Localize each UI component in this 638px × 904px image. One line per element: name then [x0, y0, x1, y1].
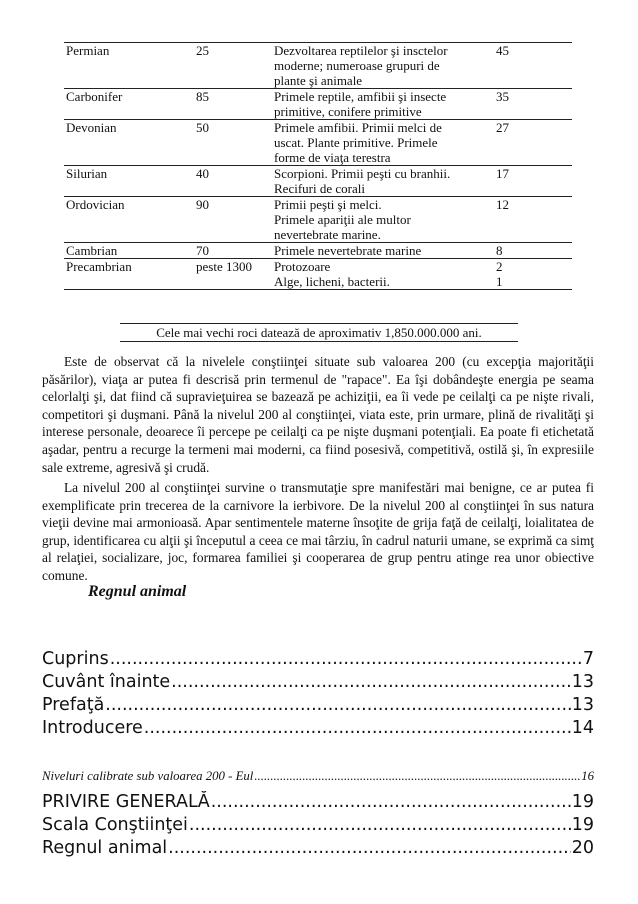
number-cell — [490, 120, 556, 165]
toc-page-number: 19 — [571, 815, 594, 835]
era-cell: Silurian — [66, 166, 108, 181]
toc-label: Scala Conştiinţei — [42, 815, 188, 835]
table-row — [64, 243, 572, 259]
number-cell — [490, 259, 556, 289]
number-cell — [490, 166, 556, 196]
description-cell — [274, 259, 490, 289]
toc-leader-dots — [189, 814, 571, 837]
number-value: 27 — [496, 120, 509, 135]
toc-leader-dots — [144, 717, 571, 740]
era-cell: Cambrian — [66, 243, 118, 258]
toc-entry[interactable] — [42, 767, 594, 785]
description-line: uscat. Plante primitive. Primele — [274, 135, 438, 150]
toc-label: Cuvânt înainte — [42, 672, 171, 692]
number-value: 1 — [496, 274, 503, 289]
table-row — [64, 197, 572, 243]
description-cell — [274, 243, 490, 258]
duration-cell: 50 — [196, 120, 209, 135]
table-row — [64, 259, 572, 290]
era-cell: Permian — [66, 43, 110, 58]
section-title: Regnul animal — [88, 583, 187, 600]
description-line: moderne; numeroase grupuri de — [274, 58, 440, 73]
toc-page-number: 20 — [571, 838, 594, 858]
description-line: Protozoare — [274, 259, 331, 274]
description-cell — [274, 166, 490, 196]
description-line: Scorpioni. Primii peşti cu branhii. — [274, 166, 451, 181]
toc-page-number: 16 — [581, 769, 594, 783]
toc-entry[interactable] — [42, 814, 594, 837]
description-cell — [274, 197, 490, 242]
number-value: 8 — [496, 243, 503, 258]
description-line: Primii peşti şi melci. — [274, 197, 382, 212]
toc-label: Cuprins — [42, 649, 109, 669]
description-line: forme de viaţa terestra — [274, 150, 391, 165]
toc-entry[interactable] — [42, 694, 594, 717]
number-cell — [490, 243, 556, 258]
toc-label: Regnul animal — [42, 838, 168, 858]
toc-entry[interactable] — [42, 791, 594, 814]
number-value: 45 — [496, 43, 509, 58]
description-line: Primele apariţii ale multor — [274, 212, 411, 227]
table-row — [64, 89, 572, 120]
description-cell — [274, 89, 490, 119]
paragraph-rapace: Este de observat că la nivelele conştiinţei situate sub valoarea 200 (cu excepţia majorităţii păsărilor), viaţa ar putea fi descrisă prin termenul de "rapace". Ea îşi dobândeşte energia pe seama celorlalţi şi, dat fiind că supravieţuirea se bazează pe achiziţii, ea îi vede pe ceilalţi ca pe nişte rivali, competitori şi duşmani. Până la nivelul 200 al conştiinţei, viata este, prin urmare, plină de rivalităţi şi interese personale, deoarece îi percepe pe ceilalţi ca pe nişte duşmani potenţiali. Ea poate fi etichetată aşadar, pentru a recurge la termeni mai moderni, ca fiind posesivă, competitivă, ostilă şi, în expresiile sale extreme, agresivă şi crudă. — [42, 354, 594, 475]
toc-leader-dots — [211, 791, 571, 814]
number-cell — [490, 197, 556, 242]
era-cell: Devonian — [66, 120, 117, 135]
description-line: primitive, conifere primitive — [274, 104, 422, 119]
duration-cell: 40 — [196, 166, 209, 181]
description-line: Alge, licheni, bacterii. — [274, 274, 390, 289]
toc-leader-dots — [254, 767, 580, 785]
description-cell — [274, 120, 490, 165]
toc-entry[interactable] — [42, 837, 594, 860]
toc-page-number: 13 — [571, 695, 594, 715]
geological-table — [64, 42, 572, 290]
duration-cell: 85 — [196, 89, 209, 104]
description-line: nevertebrate marine. — [274, 227, 381, 242]
number-value: 17 — [496, 166, 509, 181]
toc-leader-dots — [171, 671, 571, 694]
era-cell: Carbonifer — [66, 89, 123, 104]
number-value: 2 — [496, 259, 503, 274]
table-row — [64, 166, 572, 197]
description-line: Primele nevertebrate marine — [274, 243, 422, 258]
toc-label: Introducere — [42, 718, 143, 738]
table-caption: Cele mai vechi roci datează de aproximativ 1,850.000.000 ani. — [120, 323, 518, 342]
toc-page-number: 7 — [582, 649, 594, 669]
description-cell — [274, 43, 490, 88]
toc-entry[interactable] — [42, 717, 594, 740]
toc-page-number: 14 — [571, 718, 594, 738]
number-cell — [490, 43, 556, 88]
toc-leader-dots — [168, 837, 571, 860]
toc-leader-dots — [110, 648, 582, 671]
toc-leader-dots — [105, 694, 570, 717]
number-cell — [490, 89, 556, 119]
duration-cell: 90 — [196, 197, 209, 212]
toc-label: PRIVIRE GENERALĂ — [42, 792, 210, 812]
table-row — [64, 120, 572, 166]
era-cell: Ordovician — [66, 197, 125, 212]
toc-page-number: 13 — [571, 672, 594, 692]
paragraph-transmutation: La nivelul 200 al conştiinţei survine o transmutaţie spre manifestări mai benigne, ce ar putea fi exemplificate prin trecerea de la carnivore la ierbivore. De la nivelul 200 al conştiinţei în sus natura vieţii devine mai armonioasă. Apar sentimentele materne însoţite de grija faţă de ceilalţi, loialitatea de grup, identificarea cu alţii şi începutul a ceea ce mai târziu, în cadrul naturii umane, se exprimă ca simţ al relaţiei, socializare, joc, formarea familiei şi cooperarea de grup pentru atinge rea unor obiective comune. — [42, 480, 594, 583]
duration-cell: peste 1300 — [196, 259, 252, 274]
table-row — [64, 42, 572, 89]
toc-label: Prefaţă — [42, 695, 105, 715]
description-line: Dezvoltarea reptilelor şi insctelor — [274, 43, 448, 58]
description-line: Primele reptile, amfibii şi insecte — [274, 89, 447, 104]
number-value: 35 — [496, 89, 509, 104]
description-line: Recifuri de corali — [274, 181, 365, 196]
duration-cell: 70 — [196, 243, 209, 258]
toc-page-number: 19 — [571, 792, 594, 812]
toc-label: Niveluri calibrate sub valoarea 200 - Eul — [42, 769, 254, 783]
toc-entry[interactable] — [42, 671, 594, 694]
duration-cell: 25 — [196, 43, 209, 58]
description-line: plante şi animale — [274, 73, 363, 88]
number-value: 12 — [496, 197, 509, 212]
description-line: Primele amfibii. Primii melci de — [274, 120, 442, 135]
toc-entry[interactable] — [42, 648, 594, 671]
era-cell: Precambrian — [66, 259, 132, 274]
